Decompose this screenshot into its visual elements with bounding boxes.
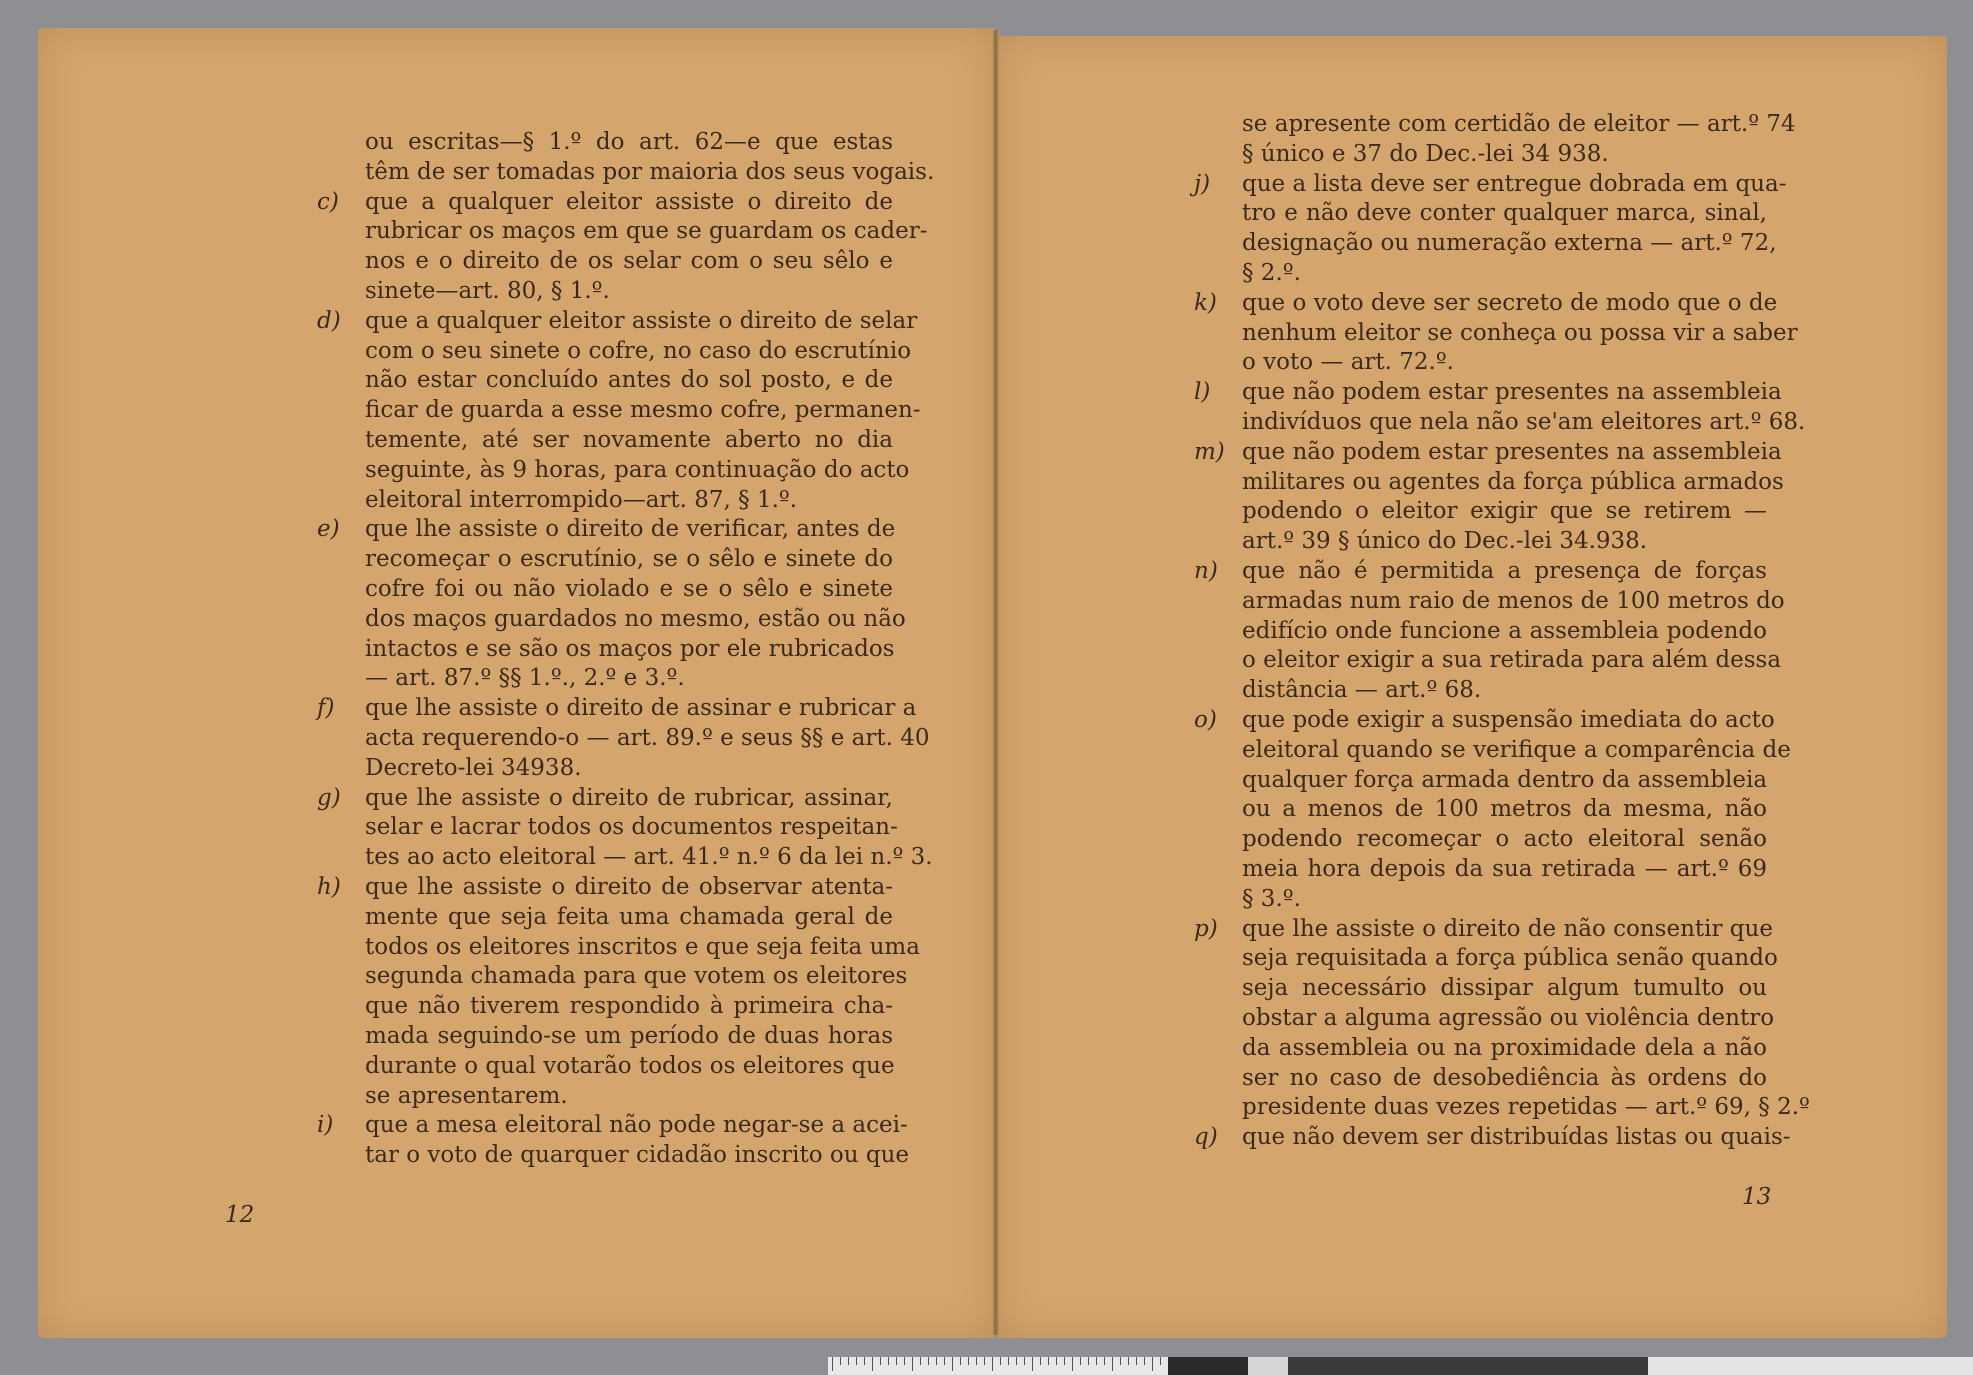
scale-tick: [1008, 1357, 1009, 1365]
scale-tick: [1128, 1357, 1129, 1365]
item-line: ficar de guarda a esse mesmo cofre, permanen-: [365, 397, 921, 424]
item-marker: p): [1194, 915, 1218, 942]
scale-tick: [920, 1357, 921, 1365]
scale-tick: [1024, 1357, 1025, 1365]
scale-tick: [1160, 1357, 1161, 1365]
item-line: segunda chamada para que votem os eleitores: [365, 963, 908, 990]
page-number-left: 12: [225, 1202, 255, 1228]
list-item: [317, 784, 933, 873]
scale-tick: [952, 1357, 953, 1371]
item-line: edifício onde funcione a assembleia podendo: [1242, 617, 1767, 644]
item-marker: c): [317, 188, 339, 215]
item-marker: d): [317, 307, 341, 334]
item-line: que a qualquer eleitor assiste o direito de: [365, 188, 893, 215]
scale-tick: [984, 1357, 985, 1365]
scale-tick: [1032, 1357, 1033, 1371]
scale-tick: [848, 1357, 849, 1365]
item-line: que não devem ser distribuídas listas ou quais-: [1242, 1124, 1791, 1151]
item-marker: f): [317, 695, 335, 722]
item-line: podendo o eleitor exigir que se retirem —: [1242, 498, 1767, 525]
list-item: [317, 515, 906, 694]
continuation-line: têm de ser tomadas por maioria dos seus vogais.: [365, 158, 935, 185]
scale-tick: [1088, 1357, 1089, 1365]
scale-tick: [832, 1357, 833, 1371]
item-line: não estar concluído antes do sol posto, e de: [365, 367, 893, 394]
list-item: [1194, 915, 1810, 1124]
item-line: eleitoral interrompido—art. 87, § 1.º.: [365, 486, 798, 513]
item-line: militares ou agentes da força pública armados: [1242, 468, 1784, 495]
scale-tick: [1112, 1357, 1113, 1371]
item-line: dos maços guardados no mesmo, estão ou não: [365, 605, 906, 632]
item-line: ser no caso de desobediência às ordens do: [1242, 1064, 1767, 1091]
item-line: que lhe assiste o direito de não consentir que: [1242, 915, 1773, 942]
list-item: [317, 307, 921, 516]
scale-tick: [1080, 1357, 1081, 1365]
scale-tick: [976, 1357, 977, 1365]
item-line: recomeçar o escrutínio, se o sêlo e sinete do: [365, 546, 893, 573]
scale-tick: [888, 1357, 889, 1365]
scale-tick: [880, 1357, 881, 1365]
item-line: que não é permitida a presença de forças: [1242, 557, 1767, 584]
item-line: que a qualquer eleitor assiste o direito de selar: [365, 307, 918, 334]
item-line: que lhe assiste o direito de rubricar, assinar,: [365, 784, 893, 811]
item-marker: g): [317, 784, 341, 811]
scale-tick: [928, 1357, 929, 1365]
list-item: [317, 188, 928, 307]
continuation-line: § único e 37 do Dec.-lei 34 938.: [1242, 140, 1609, 167]
item-marker: o): [1194, 706, 1217, 733]
item-line: durante o qual votarão todos os eleitores que: [365, 1052, 895, 1079]
item-line: que não podem estar presentes na assembleia: [1242, 438, 1782, 465]
item-line: intactos e se são os maços por ele rubricados: [365, 635, 895, 662]
item-line: indivíduos que nela não se'am eleitores art.º 68.: [1242, 408, 1806, 435]
item-line: tro e não deve conter qualquer marca, sinal,: [1242, 200, 1767, 227]
item-marker: h): [317, 873, 341, 900]
item-line: com o seu sinete o cofre, no caso do escrutínio: [365, 337, 912, 364]
scale-tick: [1056, 1357, 1057, 1365]
item-marker: i): [317, 1112, 334, 1139]
item-line: distância — art.º 68.: [1242, 677, 1482, 704]
item-line: seguinte, às 9 horas, para continuação do acto: [365, 456, 910, 483]
book-gutter: [993, 30, 999, 1335]
scale-tick: [1136, 1357, 1137, 1365]
scale-tick: [960, 1357, 961, 1365]
item-line: acta requerendo-o — art. 89.º e seus §§ e art. 40: [365, 724, 930, 751]
scale-tick: [1048, 1357, 1049, 1365]
item-line: nos e o direito de os selar com o seu sêlo e: [365, 248, 893, 275]
item-line: que lhe assiste o direito de verificar, antes de: [365, 516, 896, 543]
item-line: meia hora depois da sua retirada — art.º 69: [1242, 855, 1767, 882]
item-line: § 3.º.: [1242, 885, 1301, 912]
color-scale-bar: [828, 1357, 1973, 1375]
item-line: que lhe assiste o direito de assinar e rubricar a: [365, 695, 917, 722]
item-line: sinete—art. 80, § 1.º.: [365, 277, 610, 304]
item-line: o voto — art. 72.º.: [1242, 349, 1454, 376]
item-line: rubricar os maços em que se guardam os cader-: [365, 218, 928, 245]
right-page-text: [1194, 110, 1810, 1153]
scale-tick: [968, 1357, 969, 1365]
item-line: qualquer força armada dentro da assembleia: [1242, 766, 1768, 793]
item-marker: q): [1194, 1124, 1218, 1151]
page-number-right: 13: [1742, 1184, 1772, 1210]
item-line: armadas num raio de menos de 100 metros do: [1242, 587, 1785, 614]
list-item: [1194, 706, 1791, 915]
scale-tick: [1016, 1357, 1017, 1365]
scale-tick: [872, 1357, 873, 1371]
item-marker: k): [1194, 289, 1217, 316]
scale-tick: [856, 1357, 857, 1365]
list-item: [1194, 557, 1785, 706]
item-line: que o voto deve ser secreto de modo que o de: [1242, 289, 1778, 316]
item-line: que pode exigir a suspensão imediata do acto: [1242, 706, 1775, 733]
item-line: eleitoral quando se verifique a comparência de: [1242, 736, 1791, 763]
item-line: que a mesa eleitoral não pode negar-se a acei-: [365, 1112, 908, 1139]
item-line: seja requisitada a força pública senão quando: [1242, 945, 1778, 972]
scale-tick: [1120, 1357, 1121, 1365]
item-line: seja necessário dissipar algum tumulto ou: [1242, 975, 1767, 1002]
scale-tick: [864, 1357, 865, 1365]
item-marker: e): [317, 516, 340, 543]
scale-tick: [936, 1357, 937, 1365]
list-item: [317, 873, 920, 1111]
item-line: designação ou numeração externa — art.º 72,: [1242, 230, 1777, 257]
item-line: tes ao acto eleitoral — art. 41.º n.º 6 da lei n.º 3.: [365, 844, 933, 871]
continuation-line: se apresente com certidão de eleitor — art.º 74: [1242, 111, 1796, 137]
scale-tick: [840, 1357, 841, 1365]
list-item: [317, 1111, 909, 1171]
item-line: que não tiverem respondido à primeira cha-: [365, 993, 893, 1020]
item-line: tar o voto de quarquer cidadão inscrito ou que: [365, 1142, 909, 1169]
item-line: da assembleia ou na proximidade dela a não: [1242, 1034, 1767, 1061]
item-line: mada seguindo-se um período de duas horas: [365, 1022, 893, 1049]
scale-tick: [1104, 1357, 1105, 1365]
item-line: § 2.º.: [1242, 259, 1301, 286]
scale-tick: [896, 1357, 897, 1365]
item-line: Decreto-lei 34938.: [365, 754, 582, 781]
list-item: [317, 694, 930, 783]
scale-tick: [1152, 1357, 1153, 1371]
item-marker: n): [1194, 557, 1218, 584]
item-marker: j): [1194, 170, 1211, 197]
list-item: [1194, 378, 1806, 438]
scale-tick: [1096, 1357, 1097, 1365]
scale-tick: [1064, 1357, 1065, 1365]
item-line: se apresentarem.: [365, 1082, 568, 1109]
scale-tick: [1144, 1357, 1145, 1365]
item-line: temente, até ser novamente aberto no dia: [365, 426, 893, 453]
list-item: [1194, 1123, 1791, 1153]
scale-tick: [904, 1357, 905, 1365]
continuation-line: ou escritas—§ 1.º do art. 62—e que estas: [365, 129, 893, 155]
item-line: — art. 87.º §§ 1.º., 2.º e 3.º.: [365, 665, 685, 692]
item-line: art.º 39 § único do Dec.-lei 34.938.: [1242, 528, 1648, 555]
item-line: ou a menos de 100 metros da mesma, não: [1242, 796, 1767, 823]
scale-tick: [1040, 1357, 1041, 1365]
scale-tick: [1072, 1357, 1073, 1371]
list-item: [1194, 289, 1798, 378]
item-line: que lhe assiste o direito de observar atenta-: [365, 873, 893, 900]
item-line: nenhum eleitor se conheça ou possa vir a saber: [1242, 319, 1798, 346]
item-line: o eleitor exigir a sua retirada para além dessa: [1242, 647, 1782, 674]
item-line: todos os eleitores inscritos e que seja feita uma: [365, 933, 920, 960]
item-line: presidente duas vezes repetidas — art.º 69, § 2.º: [1242, 1094, 1810, 1121]
item-line: que não podem estar presentes na assembleia: [1242, 379, 1782, 406]
item-line: selar e lacrar todos os documentos respeitan-: [365, 814, 898, 841]
left-page-text: [317, 128, 935, 1171]
list-item: [1194, 438, 1784, 557]
item-line: que a lista deve ser entregue dobrada em qua-: [1242, 170, 1787, 197]
item-marker: m): [1194, 438, 1225, 465]
list-item: [1194, 170, 1787, 289]
scale-tick: [992, 1357, 993, 1371]
scale-tick: [944, 1357, 945, 1365]
item-line: mente que seja feita uma chamada geral de: [365, 903, 893, 930]
item-marker: l): [1194, 379, 1211, 406]
item-line: cofre foi ou não violado e se o sêlo e sinete: [365, 575, 893, 602]
item-line: obstar a alguma agressão ou violência dentro: [1242, 1004, 1775, 1031]
scale-tick: [1000, 1357, 1001, 1365]
item-line: podendo recomeçar o acto eleitoral senão: [1242, 826, 1767, 853]
scale-tick: [912, 1357, 913, 1371]
